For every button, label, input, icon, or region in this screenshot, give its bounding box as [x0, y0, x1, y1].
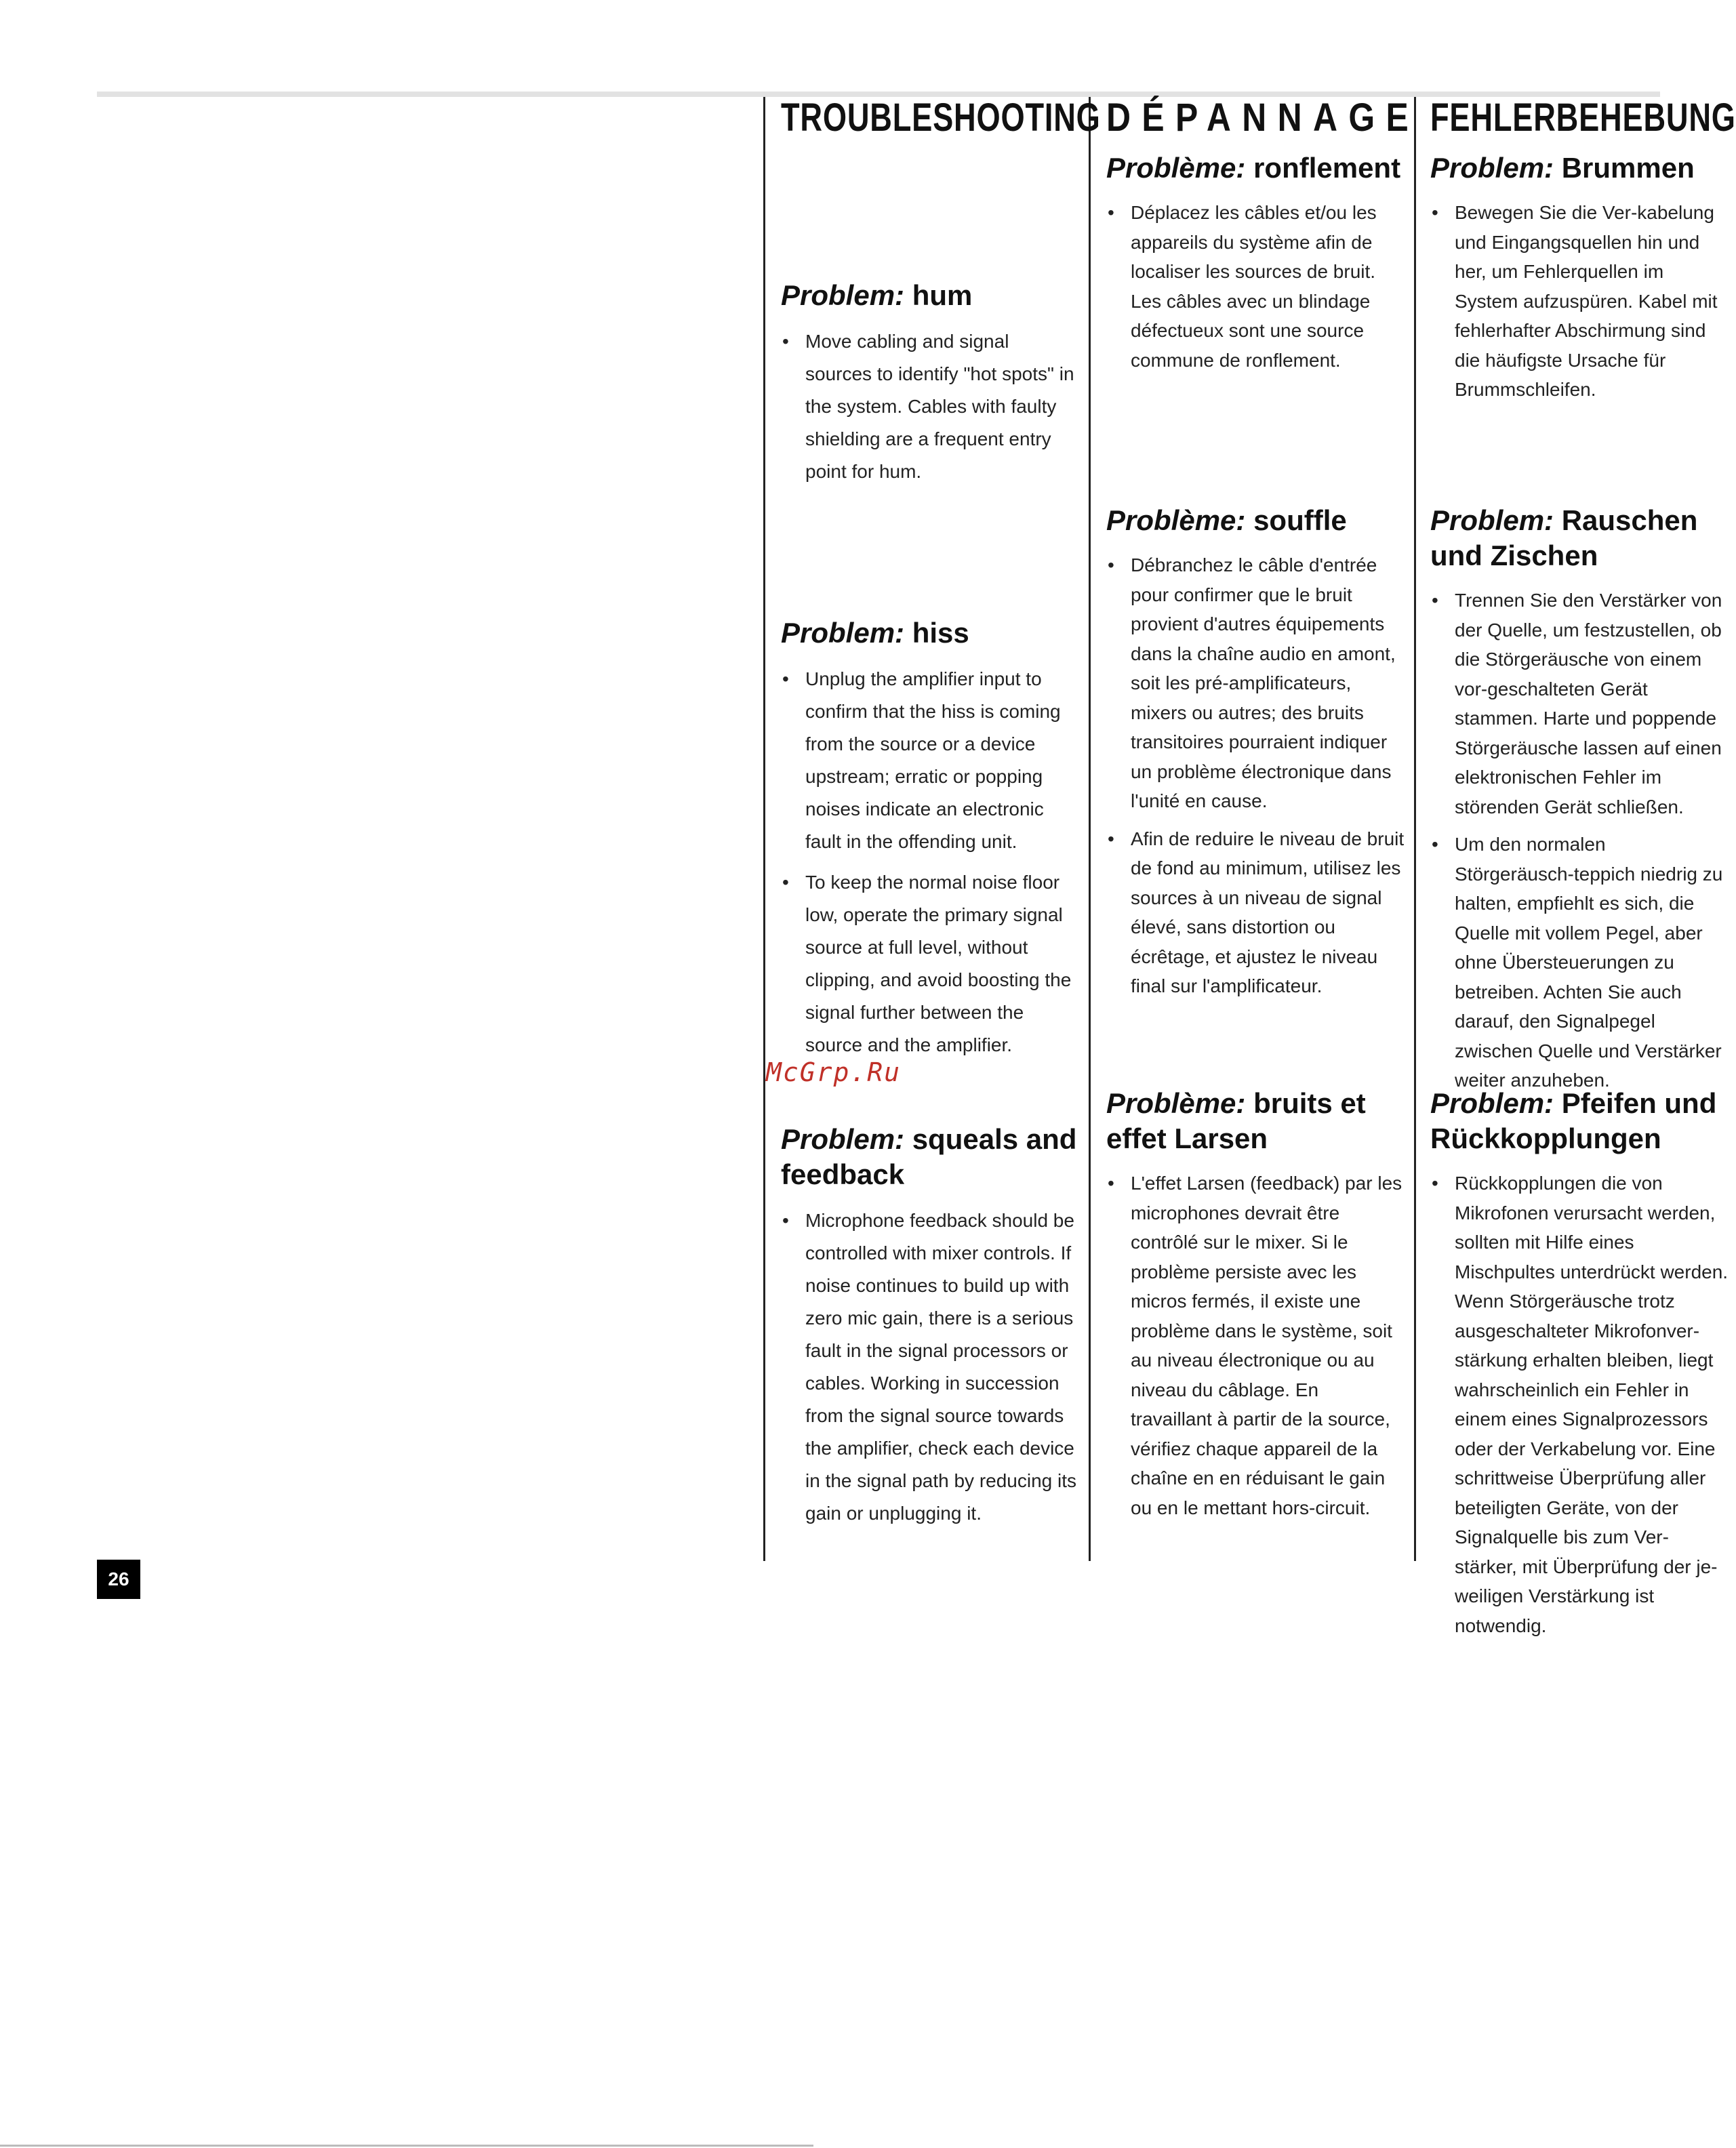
bullet-item: • Débranchez le câble d'entrée pour confirmer que le bruit provient d'autres équipements dans la chaîne audio en amont, soit les pré-amplificateurs, mixers ou autres; des bruits transitoires pourraient indiquer un problème électronique dans l'unité en cause.: [1108, 554, 1396, 811]
column-title: DÉPANNAGE: [1106, 96, 1420, 140]
bullet-item: • L'effet Larsen (feedback) par les microphones devrait être contrôlé sur le mixer. Si le problème persiste avec les micros fermés, il existe une problème dans le système, soit au niveau électronique ou au niveau du câblage. En travaillant à partir de la source, vérifiez chaque appareil de la chaîne en en réduisant le gain ou en le mettant hors-circuit.: [1108, 1173, 1402, 1518]
bottom-rule: [0, 2145, 813, 2147]
problem-heading: Problem: Rauschen und Zischen: [1430, 504, 1698, 571]
problem-heading: Problème: souffle: [1106, 504, 1347, 536]
german-column: [1430, 95, 1736, 1654]
problem-heading: Problem: Pfeifen und Rückkopplungen: [1430, 1087, 1717, 1154]
section-hiss: [781, 615, 1079, 1070]
bullet-item: • To keep the normal noise floor low, operate the primary signal source at full level, without clipping, and avoid boosting the signal further between the source and the amplifier.: [782, 872, 1072, 1055]
section-pfeifen: [1430, 1086, 1729, 1648]
problem-heading: Problem: squeals and feedback: [781, 1123, 1077, 1190]
bullet-item: • Bewegen Sie die Ver-kabelung und Eingangsquellen hin und her, um Fehlerquellen im System aufzuspüren. Kabel mit fehlerhafter Abschirmung sind die häufigste Ursache für Brummschleifen.: [1432, 202, 1718, 400]
section-rauschen: [1430, 503, 1729, 1103]
bullet-item: • Microphone feedback should be controlled with mixer controls. If noise continues to build up with zero mic gain, there is a serious fault in the signal processors or cables. Working in succession from the signal source towards the amplifier, check each device in the signal path by reducing its gain or unplugging it.: [782, 1210, 1077, 1524]
column-divider: [763, 97, 765, 1561]
column-divider: [1414, 97, 1416, 1561]
problem-heading: Problem: Brummen: [1430, 152, 1695, 184]
problem-heading: Problème: ronflement: [1106, 152, 1401, 184]
section-feedback: [781, 1122, 1079, 1538]
section-larsen: [1106, 1086, 1405, 1531]
column-title: TROUBLESHOOTING: [781, 96, 1101, 140]
column-title: FEHLERBEHEBUNG: [1430, 96, 1736, 140]
section-hum: [781, 278, 1079, 496]
watermark: McGrp.Ru: [766, 1057, 902, 1087]
page-number: 26: [97, 1560, 140, 1599]
bullet-item: • Rückkopplungen die von Mikrofonen verursacht werden, sollten mit Hilfe eines Mischpultes unterdrückt werden. Wenn Störgeräusche trotz ausgeschalteter Mikrofonver-stärkung erhalten bleiben, liegt wahrscheinlich ein Fehler in einem eines Signalprozessors oder der Verkabelung vor. Eine schrittweise Überprüfung aller beteiligten Geräte, von der Signalquelle bis zum Ver-stärker, mit Überprüfung der je-weiligen Verstärkung ist notwendig.: [1432, 1173, 1729, 1636]
bullet-item: • Afin de reduire le niveau de bruit de fond au minimum, utilisez les sources à un niveau de signal élevé, sans distortion ou écrêtage, et ajustez le niveau final sur l'amplificateur.: [1108, 828, 1405, 996]
section-ronflement: [1106, 150, 1405, 383]
problem-heading: Problem: hiss: [781, 617, 969, 649]
bullet-item: • Trennen Sie den Verstärker von der Quelle, um festzustellen, ob die Störgeräusche von einem vor-geschalteten Gerät stammen. Harte und poppende Störgeräusche lassen auf einen elektronischen Fehler im störenden Gerät schließen.: [1432, 590, 1722, 817]
section-souffle: [1106, 503, 1405, 1009]
bullet-item: • Unplug the amplifier input to confirm that the hiss is coming from the source or a device upstream; erratic or popping noises indicate an electronic fault in the offending unit.: [782, 668, 1061, 852]
section-brummen: [1430, 150, 1729, 413]
problem-heading: Problème: bruits et effet Larsen: [1106, 1087, 1366, 1154]
bullet-item: • Déplacez les câbles et/ou les appareils du système afin de localiser les sources de bruit. Les câbles avec un blindage défectueux sont une source commune de ronflement.: [1108, 202, 1377, 371]
column-divider: [1089, 97, 1091, 1561]
bullet-item: • Move cabling and signal sources to identify "hot spots" in the system. Cables with faulty shielding are a frequent entry point for hum.: [782, 331, 1074, 482]
problem-heading: Problem: hum: [781, 279, 973, 311]
bullet-item: • Um den normalen Störgeräusch-teppich niedrig zu halten, empfiehlt es sich, die Quelle mit vollem Pegel, aber ohne Übersteuerungen zu betreiben. Achten Sie auch darauf, den Signalpegel zwischen Quelle und Verstärker weiter anzuheben.: [1432, 834, 1723, 1091]
